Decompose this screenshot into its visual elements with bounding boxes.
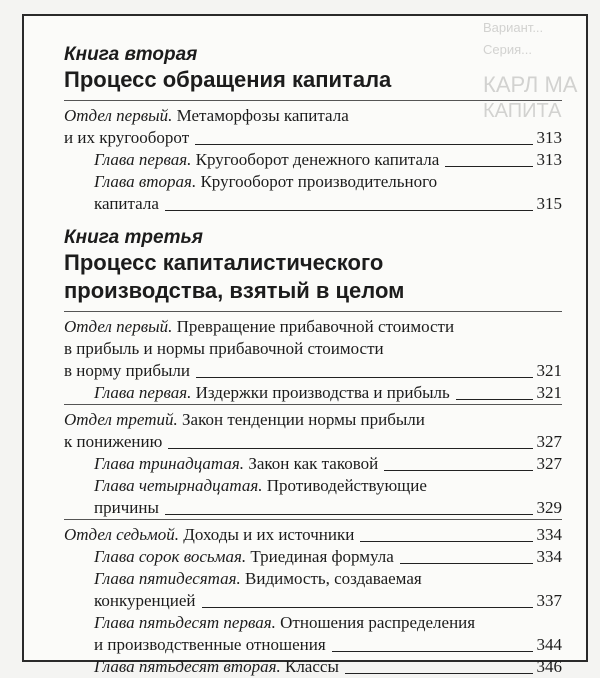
entry-title: Закон тенденции нормы прибыли [177,410,425,429]
leader-line [202,607,533,608]
bleed-through-text: КАПИТА [483,100,562,122]
toc-chapter[interactable] [64,546,562,568]
entry-label: Отдел первый. [64,106,173,125]
toc-section[interactable] [64,316,562,382]
page-number: 334 [536,547,562,566]
page-number: 315 [536,194,562,213]
entry-title: Классы [280,657,339,676]
entry-title-continued: причины [94,498,159,517]
toc-chapter[interactable] [64,149,562,171]
entry-title-continued: и производственные отношения [94,635,326,654]
entry-label: Глава вторая. [94,172,197,191]
entry-title: Видимость, создаваемая [240,569,422,588]
leader-line [196,377,533,378]
toc-chapter[interactable] [64,171,562,215]
toc-chapter[interactable] [64,382,562,404]
toc-chapter[interactable] [64,453,562,475]
toc-section[interactable] [64,524,562,546]
page-frame [22,14,588,676]
toc-chapter[interactable] [64,475,562,519]
bleed-through-text: Вариант... [483,20,544,35]
page-number: 337 [536,591,562,610]
page-number: 313 [536,128,562,147]
entry-label: Глава пятьдесят вторая. [94,657,281,676]
entry-title: Отношения распределения [275,613,476,632]
entry-title-continued: капитала [94,194,159,213]
entry-label: Отдел третий. [64,410,178,429]
book-label: Книга третья [64,227,203,248]
leader-line [456,399,533,400]
entry-title-continued: в норму прибыли [64,361,190,380]
book-title-line: производства, взятый в целом [64,278,405,303]
entry-title: Кругооборот денежного капитала [191,150,440,169]
leader-line [195,144,532,145]
page-number: 313 [536,150,562,169]
page-number: 344 [536,635,562,654]
entry-title: Метаморфозы капитала [172,106,349,125]
entry-label: Отдел первый. [64,317,173,336]
book-title-line: Процесс капиталистического [64,250,384,275]
page-number: 334 [536,525,562,544]
bleed-through-text: Серия... [483,42,532,57]
entry-title-continued: конкуренцией [94,591,196,610]
entry-title: Триединая формула [246,547,394,566]
leader-line [165,210,533,211]
divider [64,100,562,101]
entry-label: Глава пятьдесят первая. [94,613,276,632]
entry-label: Глава пятидесятая. [94,569,241,588]
leader-line [400,563,533,564]
leader-line [445,166,532,167]
entry-title: Доходы и их источники [179,525,355,544]
entry-label: Глава первая. [94,150,192,169]
entry-title-continued: и их кругооборот [64,128,190,147]
leader-line [168,448,532,449]
entry-title: Превращение прибавочной стоимости [172,317,455,336]
page-number: 321 [536,383,562,402]
entry-label: Глава тринадцатая. [94,454,245,473]
entry-title: Закон как таковой [244,454,379,473]
toc-chapter[interactable] [64,656,562,678]
leader-line [165,514,533,515]
entry-label: Отдел седьмой. [64,525,180,544]
divider [64,404,562,405]
page-number: 346 [536,657,562,676]
page-number: 329 [536,498,562,517]
entry-title: в прибыль и нормы прибавочной стоимости [64,339,384,358]
toc-section[interactable] [64,105,562,149]
toc-chapter[interactable] [64,612,562,656]
leader-line [345,673,533,674]
book-label: Книга вторая [64,44,198,65]
table-of-contents [64,44,562,678]
leader-line [360,541,532,542]
page-number: 321 [536,361,562,380]
leader-line [384,470,532,471]
book-title [64,249,562,305]
entry-title: Издержки производства и прибыль [191,383,450,402]
divider [64,311,562,312]
entry-label: Глава сорок восьмая. [94,547,247,566]
entry-title-continued: к понижению [64,432,163,451]
bleed-through-text: КАРЛ МА [483,72,578,97]
divider [64,519,562,520]
toc-section[interactable] [64,409,562,453]
page-number: 327 [536,454,562,473]
entry-label: Глава первая. [94,383,192,402]
entry-label: Глава четырнадцатая. [94,476,263,495]
leader-line [332,651,533,652]
book-title: Процесс обращения капитала [64,67,392,92]
toc-chapter[interactable] [64,568,562,612]
entry-title: Противодействующие [262,476,427,495]
page-number: 327 [536,432,562,451]
entry-title: Кругооборот производительного [196,172,438,191]
